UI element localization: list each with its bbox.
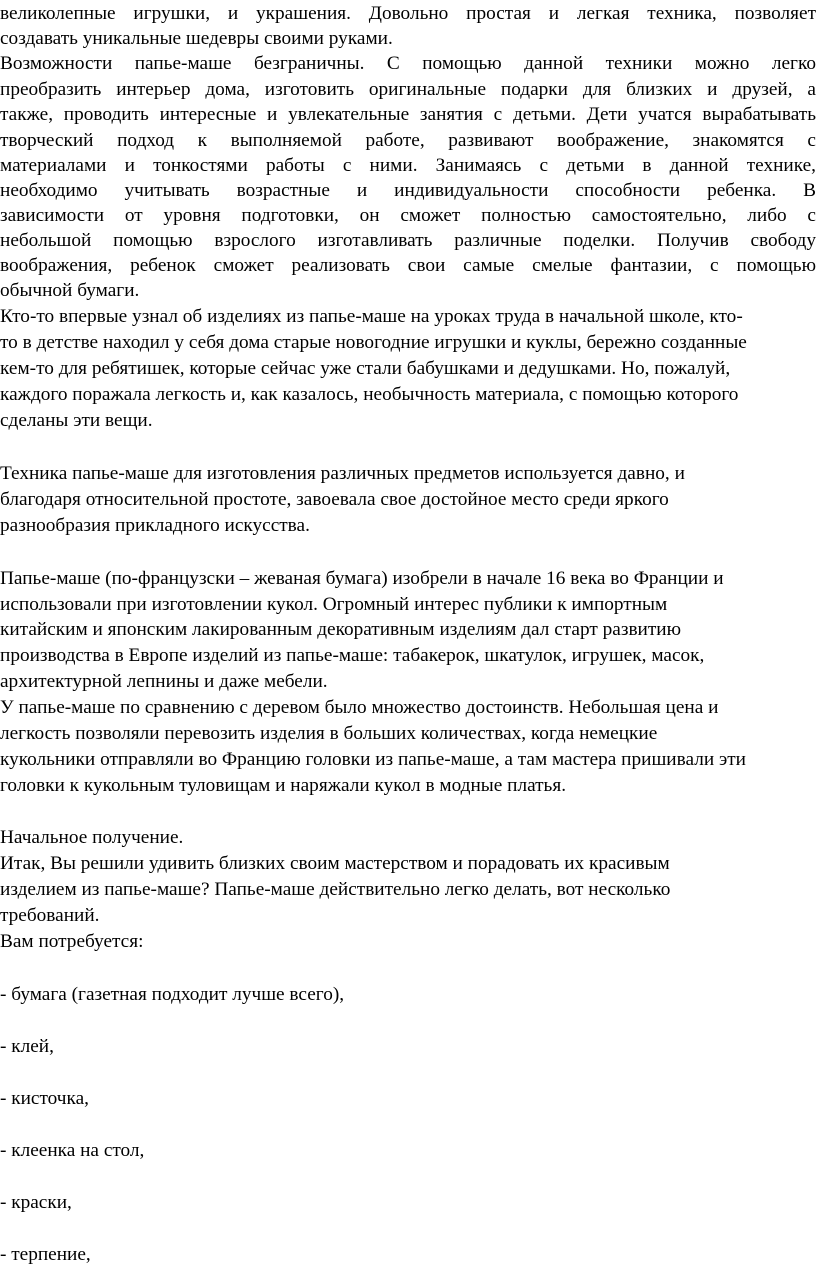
text-line: сделаны эти вещи. [0,410,153,431]
list-item: - кисточка, [0,1088,89,1109]
text-line: кукольники отправляли во Францию головки из папье-маше, а там мастера пришивали эти [0,749,746,770]
text-line: то в детстве находил у себя дома старые новогодние игрушки и куклы, бережно созданные [0,332,747,353]
text-line: зависимости от уровня подготовки, он сможет полностью самостоятельно, либо с [0,205,816,226]
text-line: каждого поражала легкость и, как казалось, необычность материала, с помощью которого [0,384,739,405]
text-line: архитектурной лепнины и даже мебели. [0,671,328,692]
text-line: необходимо учитывать возрастные и индивидуальности способности ребенка. В [0,180,816,201]
text-line: китайским и японским лакированным декоративным изделиям дал старт развитию [0,619,682,640]
text-line: преобразить интерьер дома, изготовить оригинальные подарки для близких и друзей, а [0,79,816,100]
text-line: небольшой помощью взрослого изготавливать различные поделки. Получив свободу [0,230,816,251]
text-line: воображения, ребенок сможет реализовать свои самые смелые фантазии, с помощью [0,255,816,276]
text-line: Кто-то впервые узнал об изделиях из папье-маше на уроках труда в начальной школе, кто- [0,306,743,327]
text-line: создавать уникальные шедевры своими руками. [0,28,393,49]
list-item: - бумага (газетная подходит лучше всего), [0,984,345,1005]
text-line: Техника папье-маше для изготовления различных предметов используется давно, и [0,463,685,484]
list-item: - краски, [0,1192,72,1213]
text-line: материалами и тонкостями работы с ними. Занимаясь с детьми в данной технике, [0,155,816,176]
text-line: изделием из папье-маше? Папье-маше действительно легко делать, вот несколько [0,879,671,900]
text-line: Начальное получение. [0,827,184,848]
list-item: - клей, [0,1036,54,1057]
text-line: легкость позволяли перевозить изделия в больших количествах, когда немецкие [0,723,658,744]
list-item: - клеенка на стол, [0,1140,145,1161]
text-line: кем-то для ребятишек, которые сейчас уже стали бабушками и дедушками. Но, пожалуй, [0,358,731,379]
text-line: творческий подход к выполняемой работе, развивают воображение, знакомятся с [0,130,816,151]
text-line: Папье-маше (по-французски – жеваная бумага) изобрели в начале 16 века во Франции и [0,568,724,589]
text-line: благодаря относительной простоте, завоевала свое достойное место среди яркого [0,489,669,510]
text-line: Итак, Вы решили удивить близких своим мастерством и порадовать их красивым [0,853,670,874]
text-line: У папье-маше по сравнению с деревом было множество достоинств. Небольшая цена и [0,697,719,718]
text-line: производства в Европе изделий из папье-маше: табакерок, шкатулок, игрушек, масок, [0,645,705,666]
list-item: - терпение, [0,1244,91,1265]
text-line: требований. [0,905,100,926]
text-line: также, проводить интересные и увлекательные занятия с детьми. Дети учатся вырабатывать [0,104,816,125]
text-line: великолепные игрушки, и украшения. Довольно простая и легкая техника, позволяет [0,3,816,24]
text-line: использовали при изготовлении кукол. Огромный интерес публики к импортным [0,594,668,615]
text-line: разнообразия прикладного искусства. [0,515,310,536]
text-line: Возможности папье-маше безграничны. С помощью данной техники можно легко [0,53,816,74]
text-line: обычной бумаги. [0,280,140,301]
text-line: Вам потребуется: [0,931,144,952]
text-line: головки к кукольным туловищам и наряжали кукол в модные платья. [0,775,567,796]
